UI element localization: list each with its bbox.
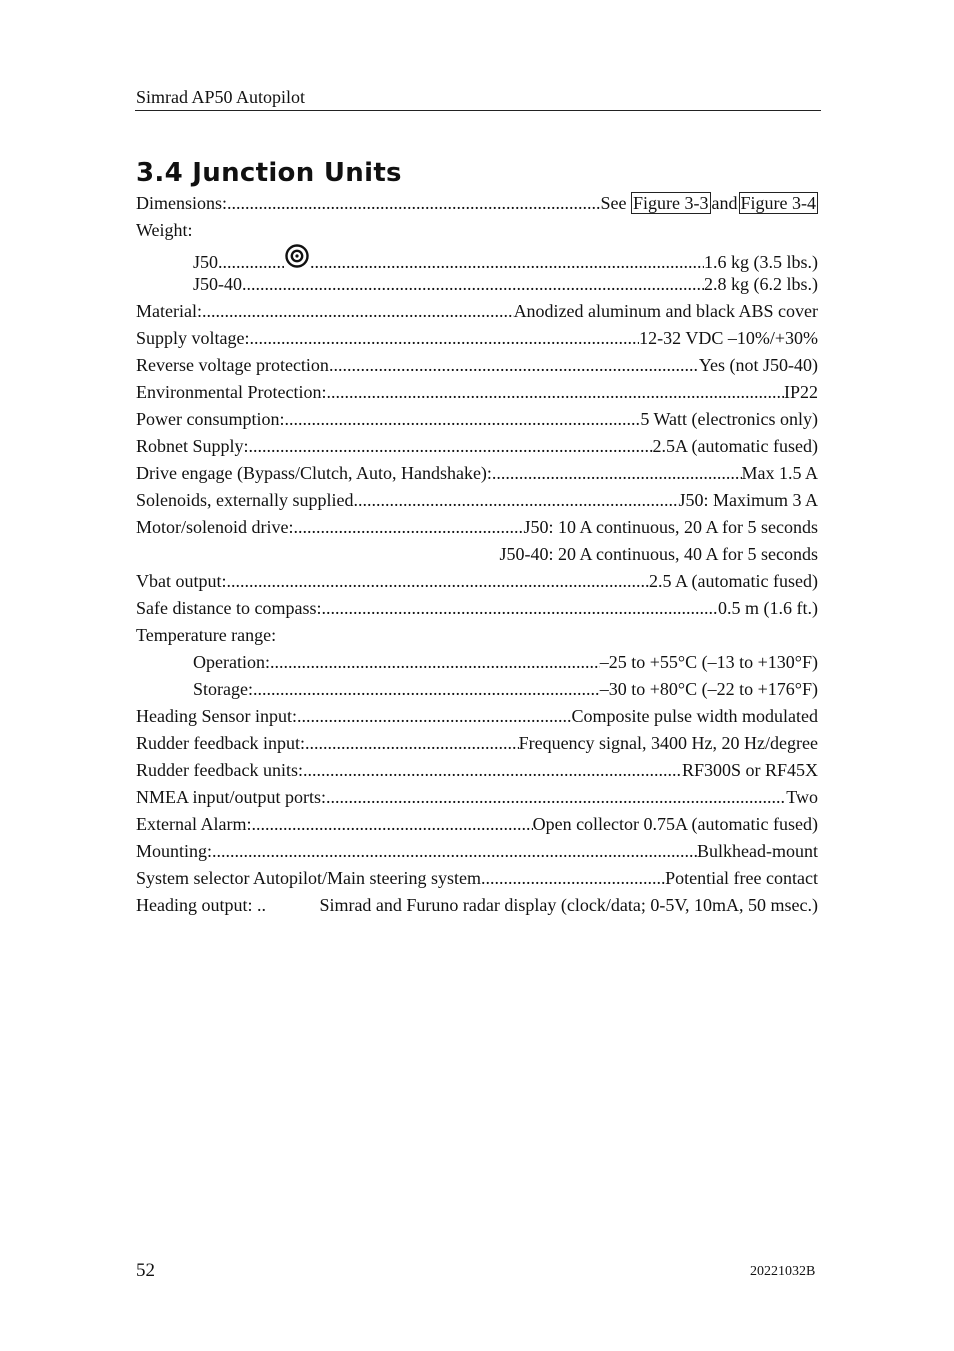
spec-row-system-selector <box>136 865 818 892</box>
dot-leader <box>329 352 699 379</box>
spec-value: Frequency signal, 3400 Hz, 20 Hz/degree <box>518 733 818 753</box>
spec-label: Vbat output: <box>136 571 227 591</box>
dot-leader <box>297 703 572 730</box>
spec-label: Supply voltage: <box>136 328 250 348</box>
spec-row-weight <box>136 217 818 244</box>
see-text: See <box>600 193 627 213</box>
spec-value: RF300S or RF45X <box>681 760 818 780</box>
spec-value: 1.6 kg (3.5 lbs.) <box>704 252 818 272</box>
dot-leader <box>353 487 678 514</box>
page-number: 52 <box>136 1260 155 1281</box>
document-number: 20221032B <box>750 1264 816 1279</box>
dot-leader <box>250 325 640 352</box>
and-text: and <box>711 193 738 213</box>
spec-value: –30 to +80°C (–22 to +176°F) <box>599 679 818 699</box>
spec-value: 2.5A (automatic fused) <box>652 436 818 456</box>
spec-value: –25 to +55°C (–13 to +130°F) <box>599 652 818 672</box>
spec-list <box>136 190 818 919</box>
dot-leader <box>251 811 532 838</box>
spec-row-environmental <box>136 379 818 406</box>
spec-row-heading-sensor <box>136 703 818 730</box>
spec-value: Simrad and Furuno radar display (clock/data; 0-5V, 10mA, 50 msec.) <box>319 895 818 915</box>
spec-label: Dimensions: <box>136 193 228 213</box>
spec-row-j50-40 <box>136 271 818 298</box>
spec-label: Robnet Supply: <box>136 436 249 456</box>
spec-row-rudder-units <box>136 757 818 784</box>
spec-row-motor-drive-continued <box>136 541 818 568</box>
spec-label: Material: <box>136 301 202 321</box>
spec-label: Operation: <box>193 652 270 672</box>
spec-label: Safe distance to compass: <box>136 598 322 618</box>
spec-label: Rudder feedback units: <box>136 760 303 780</box>
spec-row-robnet <box>136 433 818 460</box>
dot-leader <box>253 676 600 703</box>
dot-leader <box>227 190 600 217</box>
figure-3-3-link[interactable]: Figure 3-3 <box>633 193 709 213</box>
dot-leader <box>303 757 682 784</box>
dot-leader <box>212 838 697 865</box>
dot-leader <box>242 271 704 298</box>
spec-label: Temperature range: <box>136 625 277 645</box>
spec-row-solenoids <box>136 487 818 514</box>
dot-leader <box>326 379 784 406</box>
spec-row-vbat <box>136 568 818 595</box>
spec-row-j50 <box>136 244 818 271</box>
spec-label: Storage: <box>193 679 253 699</box>
dot-leader <box>326 784 786 811</box>
spec-value: 5 Watt (electronics only) <box>640 409 818 429</box>
spec-label: Heading output: .. <box>136 895 266 915</box>
spec-label: System selector Autopilot/Main steering system <box>136 868 481 888</box>
section-title: 3.4 Junction Units <box>136 158 402 188</box>
spec-label: Power consumption: <box>136 409 285 429</box>
spec-value: J50: Maximum 3 A <box>678 490 818 510</box>
spec-value: Anodized aluminum and black ABS cover <box>513 301 818 321</box>
spec-label: Solenoids, externally supplied <box>136 490 354 510</box>
spec-row-mounting <box>136 838 818 865</box>
dot-leader <box>202 298 514 325</box>
spec-value: 2.5 A (automatic fused) <box>649 571 818 591</box>
spec-value: Potential free contact <box>665 868 818 888</box>
spec-value: 12-32 VDC –10%/+30% <box>639 328 818 348</box>
spec-value: Two <box>786 787 818 807</box>
dot-leader <box>249 433 653 460</box>
spec-value: Max 1.5 A <box>741 463 818 483</box>
dot-leader <box>285 406 641 433</box>
spec-row-safe-distance <box>136 595 818 622</box>
dot-leader <box>305 730 519 757</box>
spec-label: Environmental Protection: <box>136 382 327 402</box>
spec-label: External Alarm: <box>136 814 252 834</box>
spec-row-storage <box>136 676 818 703</box>
dot-leader <box>227 568 650 595</box>
spec-row-external-alarm <box>136 811 818 838</box>
spec-row-heading-output <box>136 892 818 919</box>
spec-value: Bulkhead-mount <box>697 841 818 861</box>
spec-value: 0.5 m (1.6 ft.) <box>718 598 818 618</box>
spec-row-temperature <box>136 622 818 649</box>
spec-value: Open collector 0.75A (automatic fused) <box>532 814 818 834</box>
dot-leader <box>270 649 600 676</box>
spec-row-reverse-voltage <box>136 352 818 379</box>
spec-label: Weight: <box>136 220 193 240</box>
spec-row-motor-drive <box>136 514 818 541</box>
spec-row-nmea <box>136 784 818 811</box>
dot-leader <box>481 865 665 892</box>
spec-value: J50-40: 20 A continuous, 40 A for 5 seconds <box>499 544 818 564</box>
header-rule <box>135 110 821 111</box>
figure-3-4-link[interactable]: Figure 3-4 <box>740 193 816 213</box>
spec-label: Reverse voltage protection <box>136 355 329 375</box>
spec-label: Drive engage (Bypass/Clutch, Auto, Handshake): <box>136 463 492 483</box>
spec-row-material <box>136 298 818 325</box>
dot-leader <box>293 514 523 541</box>
spec-value: Yes (not J50-40) <box>698 355 818 375</box>
spec-row-dimensions <box>136 190 818 217</box>
spec-value: IP22 <box>783 382 818 402</box>
spec-value: J50: 10 A continuous, 20 A for 5 seconds <box>523 517 818 537</box>
spec-label: Mounting: <box>136 841 213 861</box>
spec-label: Motor/solenoid drive: <box>136 517 294 537</box>
spec-value: 2.8 kg (6.2 lbs.) <box>704 274 818 294</box>
spec-row-rudder-input <box>136 730 818 757</box>
dot-leader <box>492 460 742 487</box>
spec-label: Heading Sensor input: <box>136 706 297 726</box>
spec-label: J50 <box>193 252 219 272</box>
spec-row-operation <box>136 649 818 676</box>
spec-value: Composite pulse width modulated <box>571 706 818 726</box>
running-header: Simrad AP50 Autopilot <box>136 87 306 107</box>
spec-label: Rudder feedback input: <box>136 733 305 753</box>
spec-value <box>601 190 819 217</box>
spec-row-supply-voltage <box>136 325 818 352</box>
compass-safe-distance-icon <box>285 244 309 268</box>
spec-label: NMEA input/output ports: <box>136 787 327 807</box>
spec-row-power <box>136 406 818 433</box>
spec-label: J50-40 <box>193 274 242 294</box>
spec-row-drive-engage <box>136 460 818 487</box>
dot-leader <box>321 595 718 622</box>
